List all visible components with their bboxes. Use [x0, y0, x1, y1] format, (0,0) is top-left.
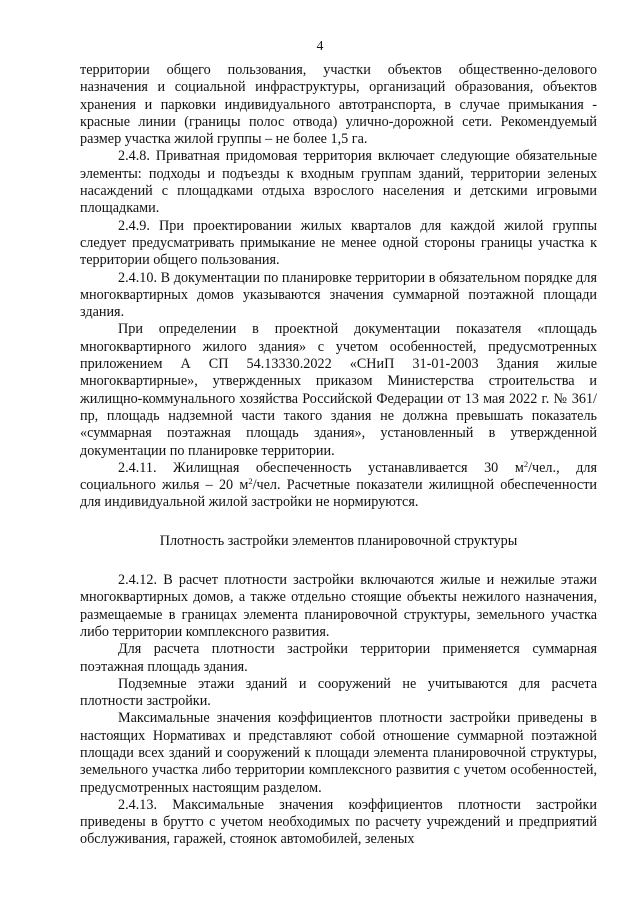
paragraph-2-4-11 [80, 460, 597, 512]
text-segment: 2.4.11. Жилищная обеспеченность устанавливается 30 м [118, 459, 524, 476]
paragraph-continuation: территории общего пользования, участки объектов общественно-делового назначения и социальной инфраструктуры, организаций образования, объектов хранения и парковки индивидуального автотранспорта, в случае примыкания - красные линии (границы полос отвода) улично-дорожной сети. Рекомендуемый размер участка жилой группы – не более 1,5 га. [80, 62, 597, 148]
paragraph-2-4-12: 2.4.12. В расчет плотности застройки включаются жилые и нежилые этажи многоквартирных домов, а также отдельно стоящие объекты нежилого назначения, размещаемые в границах элемента планировочной структуры, земельного участка либо территории комплексного развития. [80, 572, 597, 640]
superscript: 2 [248, 476, 253, 487]
text-segment: /чел. Расчетные показатели жилищной обеспеченности для индивидуальной жилой застройки не нормируются. [80, 477, 597, 511]
section-heading: Плотность застройки элементов планировочной структуры [159, 532, 518, 549]
paragraph-2-4-10: 2.4.10. В документации по планировке территории в обязательном порядке для многоквартирных домов указываются значения суммарной поэтажной площади здания. [80, 269, 597, 321]
page-number: 4 [316, 38, 324, 53]
paragraph-floor-area-definition: При определении в проектной документации показателя «площадь многоквартирного жилого здания» с учетом особенностей, предусмотренных приложением А СП 54.13330.2022 «СНиП 31-01-2003 Здания жилые многоквартирные», утвержденных приказом Министерства строительства и жилищно-коммунального хозяйства Российской Федерации от 13 мая 2022 г. № 361/пр, площадь надземной части такого здания не должна превышать показатель «суммарная поэтажная площадь здания», установленный в утвержденной документации по планировке территории. [80, 321, 597, 459]
paragraph-max-coefficients: Максимальные значения коэффициентов плотности застройки приведены в настоящих Нормативах и представляют собой отношение суммарной поэтажной площади всех зданий и сооружений к площади элемента планировочной структуры, земельного участка либо территории комплексного развития с учетом особенностей, предусмотренных настоящим разделом. [80, 710, 597, 796]
paragraph-2-4-8: 2.4.8. Приватная придомовая территория включает следующие обязательные элементы: подходы и подъезды к входным группам зданий, территории зеленых насаждений с площадками отдыха взрослого населения и детскими игровыми площадками. [80, 148, 597, 217]
paragraph-density-calculation: Для расчета плотности застройки территории применяется суммарная поэтажная площадь здания. [80, 641, 597, 675]
paragraph-2-4-9: 2.4.9. При проектировании жилых кварталов для каждой жилой группы следует предусматривать примыкание не менее одной стороны границы участка к территории общего пользования. [80, 217, 597, 269]
document-body [80, 62, 597, 849]
paragraph-underground-floors: Подземные этажи зданий и сооружений не учитываются для расчета плотности застройки. [80, 675, 597, 710]
text-segment: /чел., для социального жилья – 20 м [80, 459, 597, 494]
superscript: 2 [523, 458, 529, 469]
paragraph-2-4-13: 2.4.13. Максимальные значения коэффициентов плотности застройки приведены в брутто с учетом необходимых по расчету учреждений и предприятий обслуживания, гаражей, стоянок автомобилей, зеленых [80, 796, 597, 848]
